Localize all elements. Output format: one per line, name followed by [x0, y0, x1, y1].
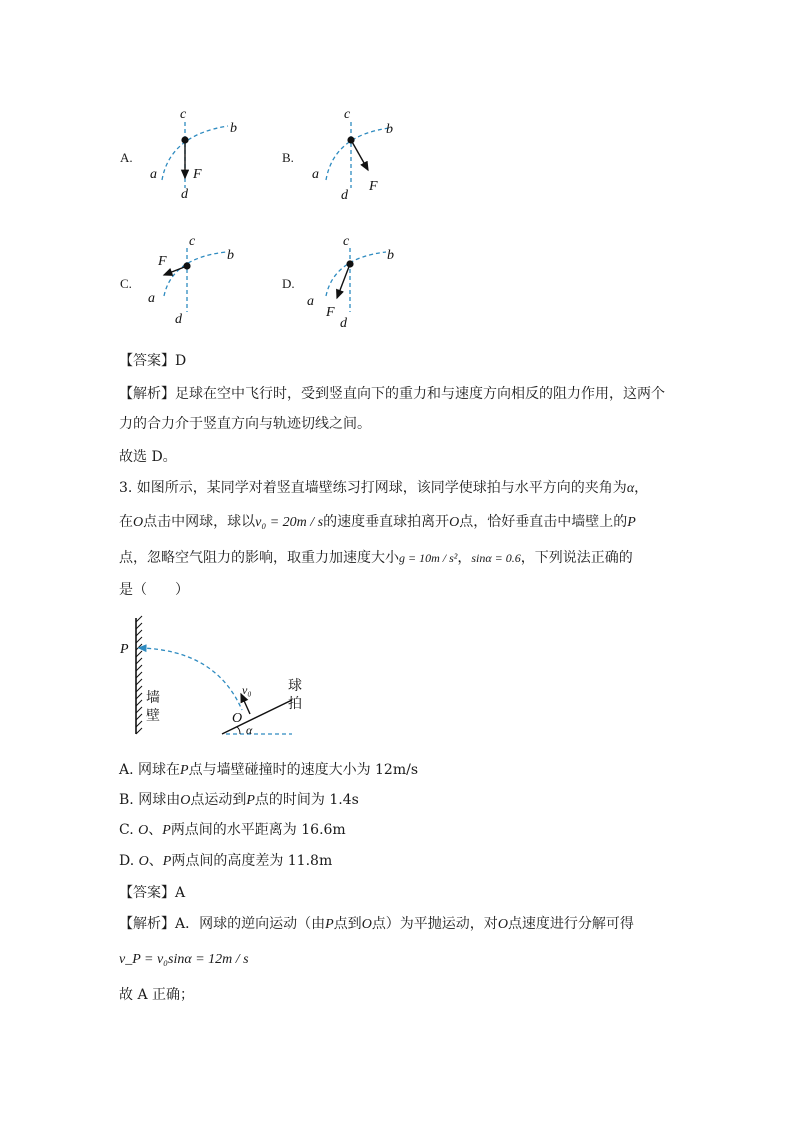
answer-3	[119, 883, 185, 903]
label-a: a	[307, 294, 314, 309]
figure-3-svg	[116, 610, 316, 745]
label-b: b	[227, 248, 234, 263]
analysis-3-formula: v_P = v₀sinα = 12m / s	[119, 952, 249, 967]
fig-label-wall-1: 墙	[146, 690, 160, 706]
diagram-d	[307, 234, 394, 331]
answer-1	[119, 351, 186, 371]
label-d: d	[181, 187, 188, 202]
diagram-b	[312, 107, 393, 203]
analysis-3-line-1: 【解析】A．网球的逆向运动（由P点到O点）为平抛运动，对O点速度进行分解可得	[119, 916, 634, 932]
question-3-line-4: 是（ ）	[119, 582, 189, 598]
answer-tag: 【答案】	[119, 353, 175, 369]
label-a: a	[150, 167, 157, 182]
analysis-tag: 【解析】	[119, 916, 175, 932]
answer-tag: 【答案】	[119, 885, 175, 901]
question-3-line-2: 在O点击中网球，球以v₀ = 20m / s的速度垂直球拍离开O点，恰好垂直击中墙壁上的P	[119, 514, 636, 530]
diagram-a	[150, 107, 237, 202]
choice-c: C. O、P两点间的水平距离为 16.6m	[119, 822, 346, 838]
label-f: F	[158, 254, 167, 269]
label-a: a	[148, 291, 155, 306]
option-c-label: C.	[120, 276, 132, 291]
options-svg	[140, 100, 420, 340]
v0-equation: v₀ = 20m / s	[255, 515, 324, 530]
fig-label-o: O	[232, 711, 243, 726]
label-d: d	[340, 316, 347, 331]
answer-value: A	[175, 885, 186, 901]
analysis-1-line-1: 【解析】足球在空中飞行时，受到竖直向下的重力和与速度方向相反的阻力作用，这两个	[119, 386, 665, 402]
fig-label-racket-1: 球	[288, 678, 302, 694]
fig-label-p: P	[120, 642, 129, 657]
label-d: d	[175, 312, 182, 327]
option-a-label: A.	[120, 150, 133, 165]
analysis-3-line-3: 故 A 正确；	[119, 987, 195, 1003]
option-b-label: B.	[282, 150, 294, 165]
question-3-line-1: 3. 如图所示，某同学对着竖直墙壁练习打网球，该同学使球拍与水平方向的夹角为α，	[119, 480, 649, 496]
g-equation: g = 10m / s²	[399, 551, 458, 565]
answer-value: D	[175, 353, 187, 369]
label-a: a	[312, 167, 319, 182]
fig-label-alpha: α	[246, 723, 253, 737]
label-d: d	[341, 188, 348, 203]
fig-label-v0: v₀	[242, 683, 252, 697]
label-f: F	[193, 167, 202, 182]
label-b: b	[386, 122, 393, 137]
sin-equation: sinα = 0.6	[471, 551, 521, 565]
choice-a: A. 网球在P点与墙壁碰撞时的速度大小为 12m/s	[119, 762, 419, 778]
label-b: b	[230, 121, 237, 136]
fig-label-wall-2: 壁	[146, 708, 160, 724]
choice-b: B. 网球由O点运动到P点的时间为 1.4s	[119, 792, 359, 808]
figure-3	[116, 610, 316, 745]
question-3-line-3: 点，忽略空气阻力的影响，取重力加速度大小g = 10m / s²，sinα = 0.6，下列说法正确的	[119, 550, 633, 566]
fig-label-racket-2: 拍	[288, 696, 302, 712]
label-c: c	[344, 107, 351, 122]
option-d-label: D.	[282, 276, 295, 291]
analysis-1-line-2: 力的合力介于竖直方向与轨迹切线之间。	[119, 416, 371, 432]
analysis-tag: 【解析】	[119, 386, 175, 402]
analysis-1-line-3: 故选 D。	[119, 449, 177, 465]
choice-d: D. O、P两点间的高度差为 11.8m	[119, 853, 333, 869]
label-c: c	[343, 234, 350, 249]
label-b: b	[387, 248, 394, 263]
label-f: F	[369, 179, 378, 194]
label-f: F	[326, 305, 335, 320]
diagram-c	[148, 234, 234, 327]
options-diagrams	[140, 100, 420, 340]
label-c: c	[180, 107, 187, 122]
label-c: c	[189, 234, 196, 249]
